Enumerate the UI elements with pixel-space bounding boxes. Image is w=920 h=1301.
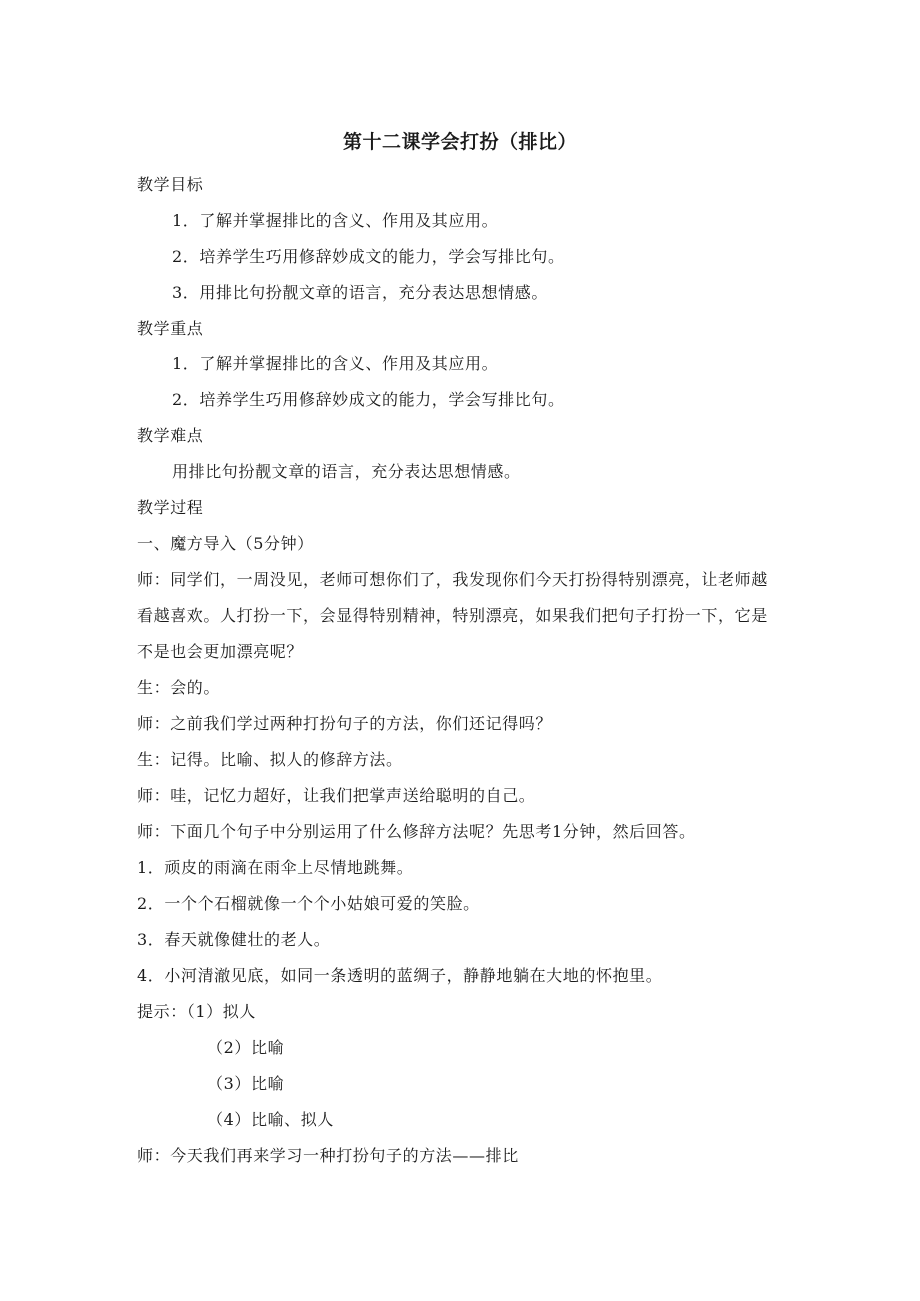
document-title: 第十二课学会打扮（排比） [342,131,577,153]
hint-label: 提示：（1）拟人 [137,1002,256,1021]
goal-item-1: 1．了解并掌握排比的含义、作用及其应用。 [172,211,499,230]
dialogue-line-1: 生：会的。 [137,678,221,697]
dialogue-line-4: 师：哇，记忆力超好，让我们把掌声送给聪明的自己。 [137,786,536,805]
hint-item-2: （2）比喻 [207,1038,285,1057]
dialogue-line-5: 师：下面几个句子中分别运用了什么修辞方法呢？先思考1分钟，然后回答。 [137,822,696,841]
example-sentence-3: 3．春天就像健壮的老人。 [137,930,331,949]
dialogue-line-3: 生：记得。比喻、拟人的修辞方法。 [137,750,403,769]
goal-item-2: 2．培养学生巧用修辞妙成文的能力，学会写排比句。 [172,247,565,266]
key-point-item-2: 2．培养学生巧用修辞妙成文的能力，学会写排比句。 [172,390,565,409]
closing-line: 师：今天我们再来学习一种打扮句子的方法——排比 [137,1146,519,1165]
key-point-item-1: 1．了解并掌握排比的含义、作用及其应用。 [172,354,499,373]
section-heading-process: 教学过程 [137,498,204,517]
process-step-1: 一、魔方导入（5分钟） [137,534,314,553]
teacher-intro-line-1: 师：同学们，一周没见，老师可想你们了，我发现你们今天打扮得特别漂亮，让老师越 [137,570,768,589]
section-heading-goals: 教学目标 [137,175,204,194]
difficulty-text: 用排比句扮靓文章的语言，充分表达思想情感。 [172,462,521,481]
hint-item-3: （3）比喻 [207,1074,285,1093]
example-sentence-4: 4．小河清澈见底，如同一条透明的蓝绸子，静静地躺在大地的怀抱里。 [137,966,663,985]
section-heading-key-points: 教学重点 [137,319,204,338]
goal-item-3: 3．用排比句扮靓文章的语言，充分表达思想情感。 [172,283,548,302]
hint-item-4: （4）比喻、拟人 [207,1110,334,1129]
teacher-intro-line-3: 不是也会更加漂亮呢？ [137,642,304,661]
example-sentence-1: 1．顽皮的雨滴在雨伞上尽情地跳舞。 [137,858,414,877]
example-sentence-2: 2．一个个石榴就像一个个小姑娘可爱的笑脸。 [137,894,480,913]
dialogue-line-2: 师：之前我们学过两种打扮句子的方法，你们还记得吗？ [137,714,553,733]
section-heading-difficulties: 教学难点 [137,426,204,445]
teacher-intro-line-2: 看越喜欢。人打扮一下，会显得特别精神，特别漂亮，如果我们把句子打扮一下，它是 [137,606,768,625]
